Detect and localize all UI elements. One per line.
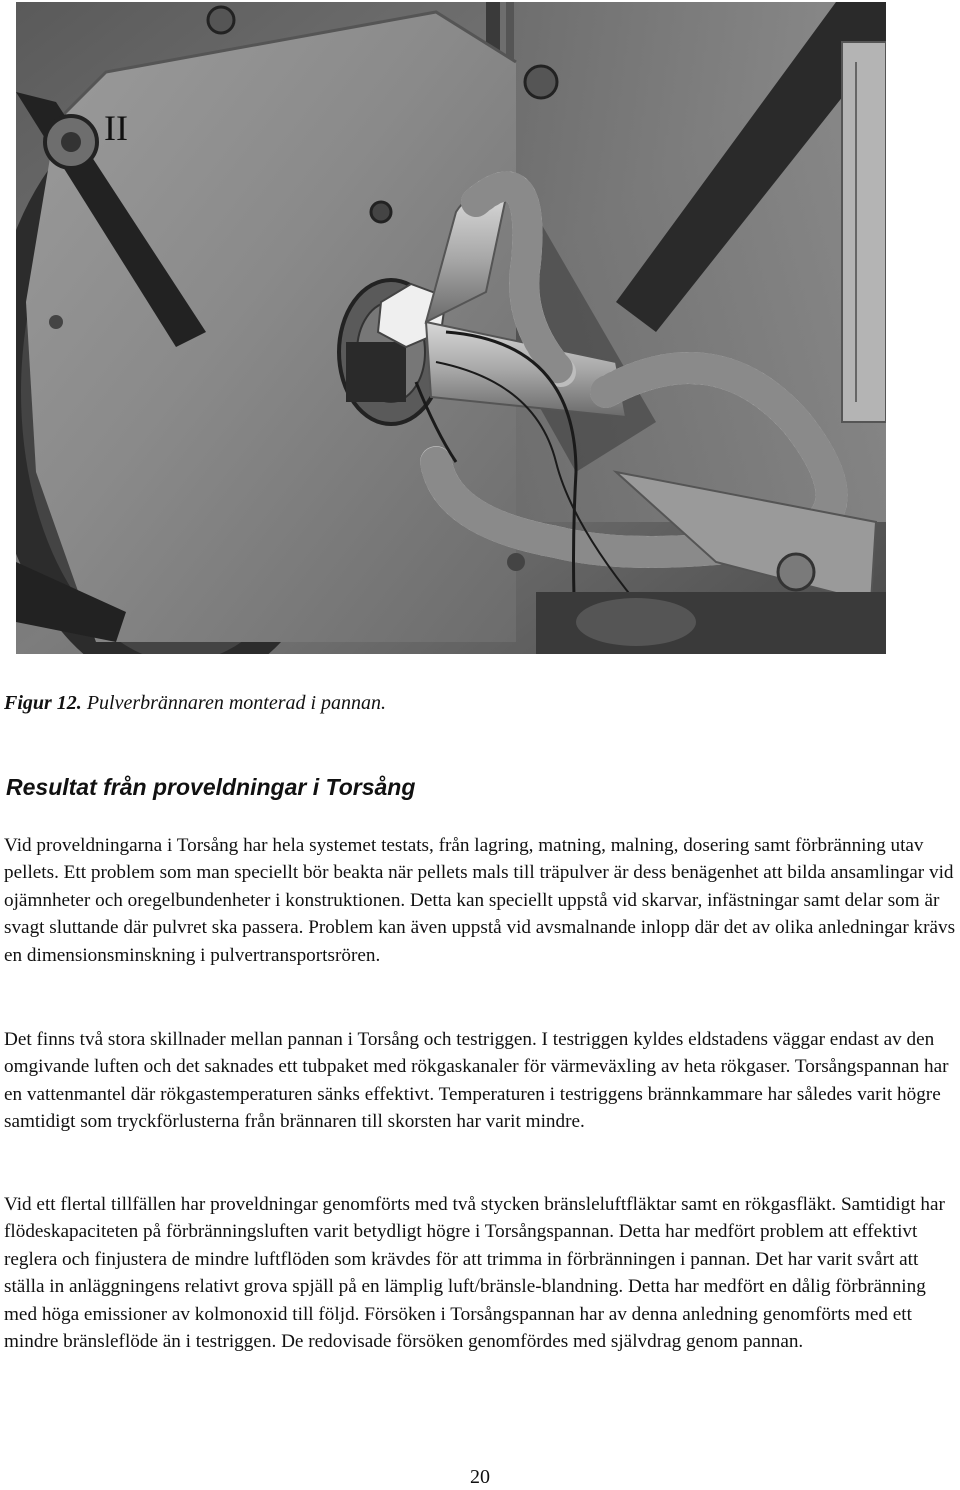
burner-photo-illustration <box>16 2 886 654</box>
section-heading: Resultat från proveldningar i Torsång <box>6 774 416 800</box>
figure-label: Figur 12. <box>4 692 82 714</box>
paragraph: Vid ett flertal tillfällen har proveldningar genomförts med två stycken bränsleluftfläktar samt en rökgasfläkt. Samtidigt har flödeskapaciteten på förbränningsluften varit betydligt högre i Torsångspannan. Detta har medfört problem att effektivt reglera och finjustera de mindre luftflöden som krävdes för att trimma in förbränningen i pannan. Det har varit svårt att ställa in anläggningens relativt grova spjäll på en lämplig luft/bränsle-blandning. Detta har medfört en dålig förbränning med höga emissioner av kolmonoxid till följd. Försöken i Torsångspannan har av denna anledning genomförts med ett mindre bränsleflöde än i testriggen. De redovisade försöken genomfördes med självdrag genom pannan. <box>4 1194 945 1353</box>
figure-photo <box>16 2 886 654</box>
paragraph: Vid proveldningarna i Torsång har hela systemet testats, från lagring, matning, malning, dosering samt förbränning utav pellets. Ett problem som man speciellt bör beakta när pellets mals till träpulver är dess benägenhet att bilda ansamlingar vid ojämnheter och oregelbundenheter i konstruktionen. Detta kan speciellt uppstå vid skarvar, infästningar samt delar som är svagt sluttande där pulvret ska passera. Problem kan även uppstå vid avsmalnande inlopp där det av olika anledningar krävs en dimensionsminskning i pulvertransportsrören. <box>4 835 956 966</box>
figure-caption-text: Pulverbrännaren monterad i pannan. <box>86 692 387 714</box>
photo-marking: II <box>104 108 128 148</box>
figure-caption <box>4 690 944 716</box>
page-number: 20 <box>470 1466 490 1488</box>
paragraph: Det finns två stora skillnader mellan pannan i Torsång och testriggen. I testriggen kyldes eldstadens väggar endast av den omgivande luften och det saknades ett tubpaket med rökgaskanaler för värmeväxling av heta rökgaser. Torsångspannan har en vattenmantel där rökgastemperaturen sänks effektivt. Temperaturen i testriggens brännkammare har således varit högre samtidigt som tryckförlusterna från brännaren till skorsten har varit mindre. <box>4 1029 949 1133</box>
